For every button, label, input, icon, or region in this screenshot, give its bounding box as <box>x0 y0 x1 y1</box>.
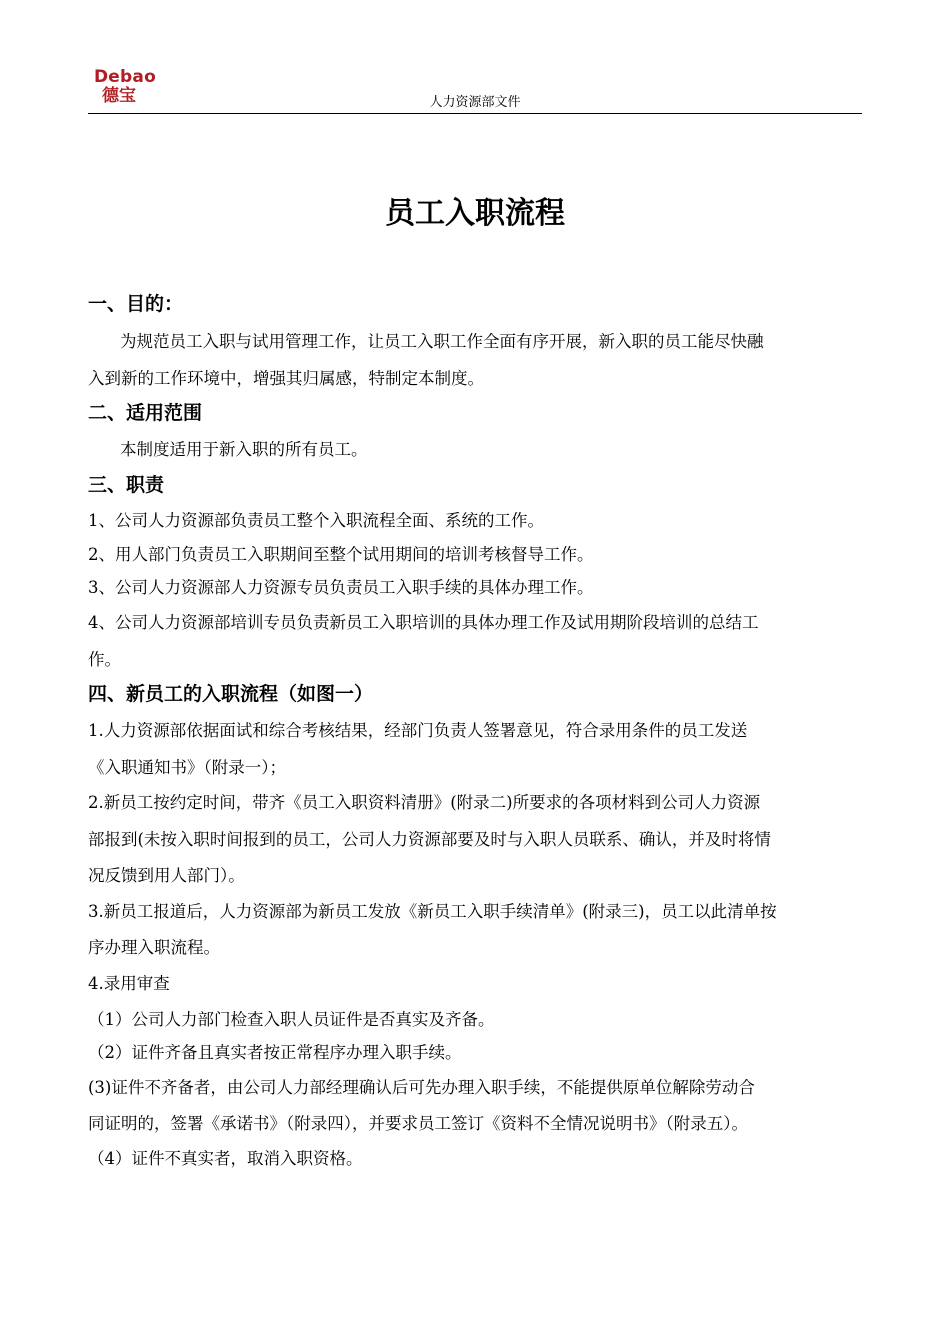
paragraph-line: 1.人力资源部依据面试和综合考核结果，经部门负责人签署意见，符合录用条件的员工发送 <box>88 721 748 740</box>
paragraph-line: 2.新员工按约定时间，带齐《员工入职资料清册》(附录二)所要求的各项材料到公司人力资源 <box>88 793 761 812</box>
logo-text-cn: 德宝 <box>102 86 136 106</box>
paragraph-line: 序办理入职流程。 <box>88 938 220 957</box>
header-title: 人力资源部文件 <box>429 95 521 110</box>
paragraph-line: （4）证件不真实者，取消入职资格。 <box>88 1149 363 1168</box>
paragraph-line: 3、公司人力资源部人力资源专员负责员工入职手续的具体办理工作。 <box>88 578 594 597</box>
paragraph-line: 《入职通知书》（附录一）； <box>88 758 286 777</box>
document-title: 员工入职流程 <box>385 196 565 231</box>
paragraph-line: 为规范员工入职与试用管理工作，让员工入职工作全面有序开展，新入职的员工能尽快融 <box>120 332 764 351</box>
section-heading-purpose: 一、目的： <box>88 293 184 315</box>
paragraph-line: (3)证件不齐备者，由公司人力部经理确认后可先办理入职手续，不能提供原单位解除劳动合 <box>88 1078 755 1097</box>
paragraph-line: 4、公司人力资源部培训专员负责新员工入职培训的具体办理工作及试用期阶段培训的总结工 <box>88 613 759 632</box>
paragraph-line: 1、公司人力资源部负责员工整个入职流程全面、系统的工作。 <box>88 511 544 530</box>
paragraph-line: 同证明的，签署《承诺书》（附录四），并要求员工签订《资料不全情况说明书》（附录五）。 <box>88 1114 748 1133</box>
section-heading-scope: 二、适用范围 <box>88 402 203 424</box>
paragraph-line: 作。 <box>88 650 121 669</box>
paragraph-line: 本制度适用于新入职的所有员工。 <box>120 440 368 459</box>
paragraph-line: 2、用人部门负责员工入职期间至整个试用期间的培训考核督导工作。 <box>88 545 594 564</box>
header-divider <box>88 113 862 114</box>
logo-text-en: Debao <box>94 67 156 87</box>
paragraph-line: 部报到(未按入职时间报到的员工，公司人力资源部要及时与入职人员联系、确认，并及时将情 <box>88 830 771 849</box>
paragraph-line: 4.录用审查 <box>88 974 170 993</box>
paragraph-line: （1）公司人力部门检查入职人员证件是否真实及齐备。 <box>88 1010 495 1029</box>
paragraph-line: （2）证件齐备且真实者按正常程序办理入职手续。 <box>88 1043 462 1062</box>
paragraph-line: 况反馈到用人部门）。 <box>88 866 245 885</box>
paragraph-line: 3.新员工报道后，人力资源部为新员工发放《新员工入职手续清单》(附录三)，员工以此清单按 <box>88 902 777 921</box>
paragraph-line: 入到新的工作环境中，增强其归属感，特制定本制度。 <box>88 369 484 388</box>
section-heading-process: 四、新员工的入职流程（如图一） <box>88 683 374 705</box>
section-heading-duties: 三、职责 <box>88 474 165 496</box>
page-header <box>88 68 862 116</box>
